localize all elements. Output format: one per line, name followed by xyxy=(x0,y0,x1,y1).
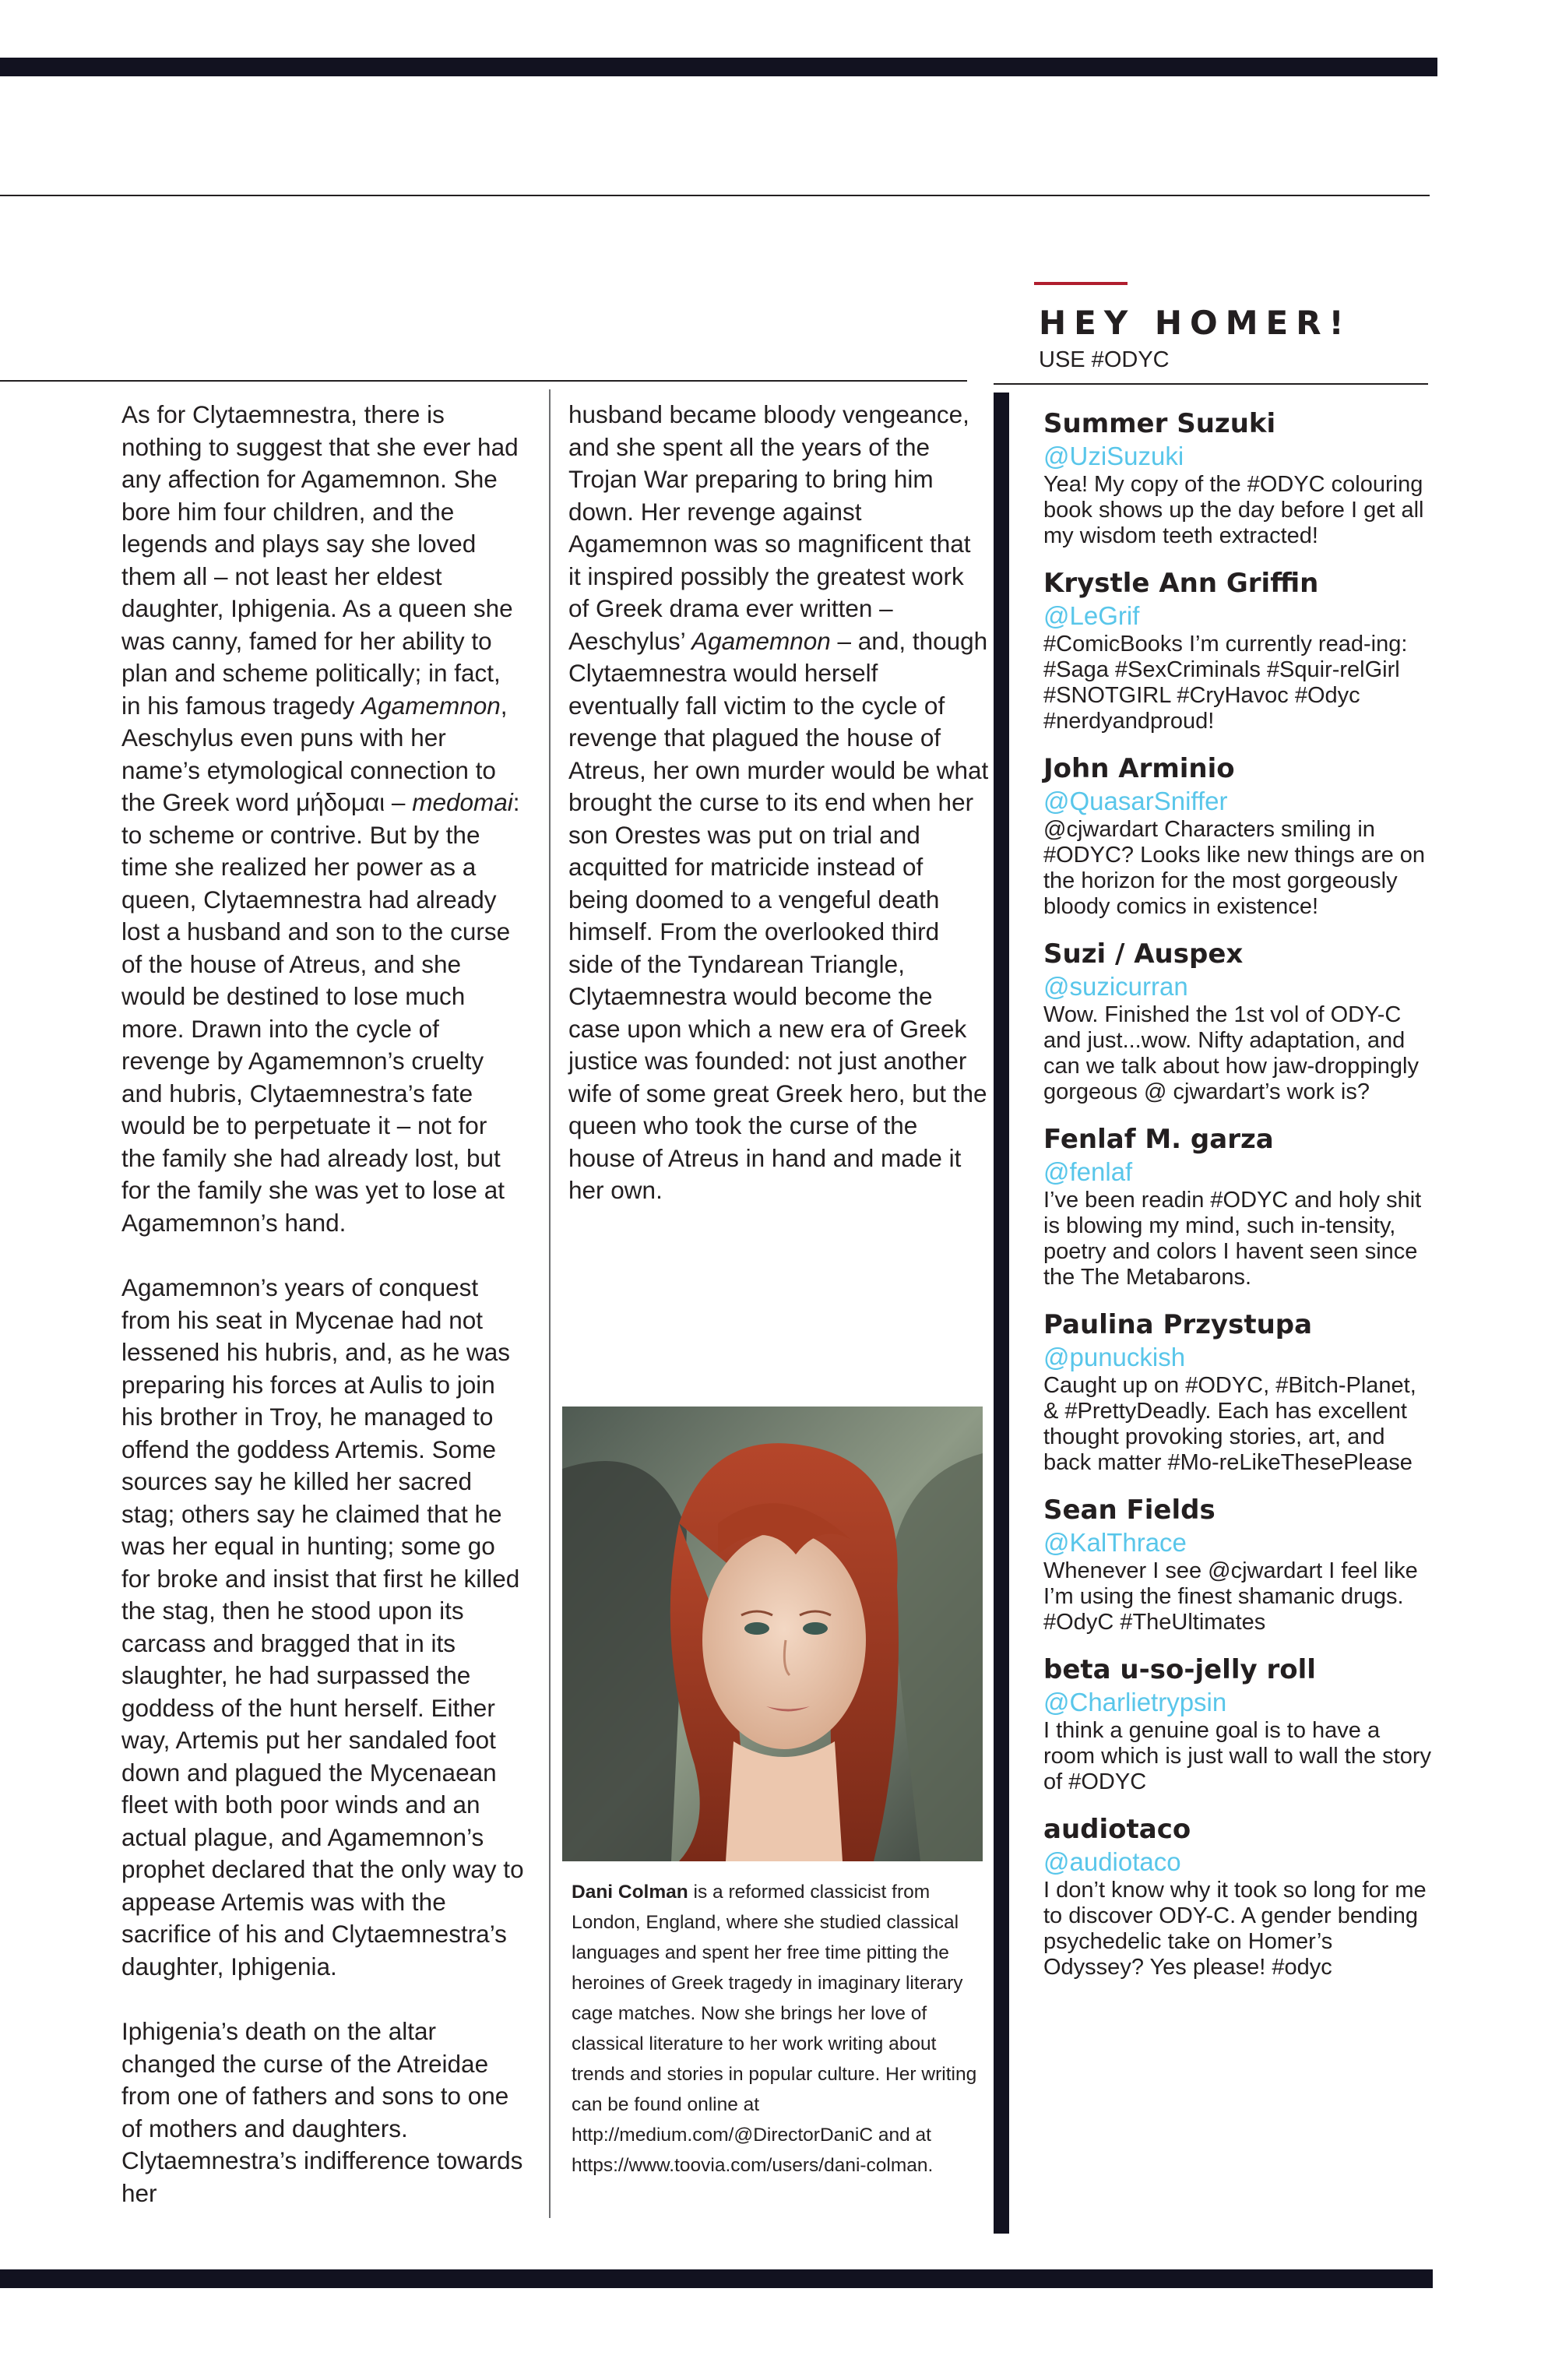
top-border-bar xyxy=(0,58,1437,76)
tweet-item xyxy=(1043,1812,1433,1980)
article-top-rule xyxy=(0,380,967,382)
tweet-item xyxy=(1043,1653,1433,1795)
article-paragraph: As for Clytaemnestra, there is nothing to suggest that she ever had any affection for Agamemnon. She bore him four children, and the legends and plays say she loved them all – not least her eldest daughter, Iphigenia. As a queen she was canny, famed for her ability to plan and scheme politically; in fact, in his famous tragedy Agamemnon, Aeschylus even puns with her name’s etymological connection to the Greek word μήδομαι – medomai: to scheme or contrive. But by the time she realized her power as a queen, Clytaemnestra had already lost a husband and son to the curse of the house of Atreus, and she would be destined to lose much more. Drawn into the cycle of revenge by Agamemnon’s cruelty and hubris, Clytaemnestra’s fate would be to perpetuate it – not for the family she had already lost, but for the family she was yet to lose at Agamemnon’s hand. xyxy=(121,400,520,1237)
author-name: Dani Colman xyxy=(572,1882,688,1903)
header-rule xyxy=(0,195,1430,196)
tweet-author: Summer Suzuki xyxy=(1043,408,1276,439)
tweet-text: Caught up on #ODYC, #Bitch-Planet, & #PrettyDeadly. Each has excellent thought provoking stories, art, and back matter #Mo-reLikeThesePlease xyxy=(1043,1373,1416,1475)
tweet-handle: @audiotaco xyxy=(1043,1847,1181,1876)
tweet-text: Whenever I see @cjwardart I feel like I’m using the finest shamanic drugs. #OdyC #TheUltimates xyxy=(1043,1558,1418,1635)
tweet-text: I’ve been readin #ODYC and holy shit is blowing my mind, such in-tensity, poetry and colors I havent seen since the The Metabarons. xyxy=(1043,1188,1422,1290)
sidebar-vertical-bar xyxy=(994,393,1009,2234)
tweet-list xyxy=(1043,407,1433,1998)
tweet-author: Krystle Ann Griffin xyxy=(1043,568,1319,599)
article-paragraph: Iphigenia’s death on the altar changed the curse of the Atreidae from one of fathers and sons to one of mothers and daughters. Clytaemnestra’s indifference towards her xyxy=(121,2017,523,2207)
tweet-handle: @QuasarSniffer xyxy=(1043,787,1228,815)
article-paragraph: Agamemnon’s years of conquest from his seat in Mycenae had not lessened his hubris, and, as he was preparing his forces at Aulis to join his brother in Troy, he managed to offend the goddess Artemis. Some sources say he killed her sacred stag; others say he claimed that he was her equal in hunting; some go for broke and insist that first he killed the stag, then he stood upon its carcass and bragged that in its slaughter, he had surpassed the goddess of the hunt herself. Either way, Artemis put her sandaled foot down and plagued the Mycenaean fleet with both poor winds and an actual plague, and Agamemnon’s prophet declared that the only way to appease Artemis was with the sacrifice of his and Clytaemnestra’s daughter, Iphigenia. xyxy=(121,1273,524,1980)
sidebar-accent-dash xyxy=(1034,282,1128,285)
tweet-author: John Arminio xyxy=(1043,753,1235,784)
bottom-border-bar xyxy=(0,2269,1433,2288)
tweet-text: I think a genuine goal is to have a room which is just wall to wall the story of #ODYC xyxy=(1043,1718,1431,1794)
tweet-handle: @LeGrif xyxy=(1043,601,1140,630)
tweet-author: Paulina Przystupa xyxy=(1043,1309,1313,1340)
tweet-author: Fenlaf M. garza xyxy=(1043,1124,1274,1155)
tweet-item xyxy=(1043,1493,1433,1635)
sidebar-subtitle: USE #ODYC xyxy=(1039,347,1170,372)
author-portrait-illustration xyxy=(562,1407,983,1861)
sidebar-title: HEY HOMER! xyxy=(1039,304,1352,342)
tweet-text: I don’t know why it took so long for me to discover ODY-C. A gender bending psychedelic take on Homer’s Odyssey? Yes please! #odyc xyxy=(1043,1878,1427,1980)
tweet-item xyxy=(1043,407,1433,549)
tweet-text: @cjwardart Characters smiling in #ODYC? Looks like new things are on the horizon for the most gorgeously bloody comics in existence! xyxy=(1043,817,1426,919)
tweet-item xyxy=(1043,566,1433,734)
tweet-text: Yea! My copy of the #ODYC colouring book shows up the day before I get all my wisdom teeth extracted! xyxy=(1043,472,1424,548)
tweet-item xyxy=(1043,1308,1433,1476)
tweet-handle: @UziSuzuki xyxy=(1043,442,1184,470)
tweet-handle: @suzicurran xyxy=(1043,972,1188,1001)
tweet-item xyxy=(1043,937,1433,1105)
tweet-handle: @KalThrace xyxy=(1043,1528,1187,1557)
article-column-2 xyxy=(568,399,989,1240)
tweet-author: Suzi / Auspex xyxy=(1043,938,1244,970)
sidebar-rule xyxy=(994,383,1428,385)
tweet-handle: @fenlaf xyxy=(1043,1157,1133,1186)
tweet-text: Wow. Finished the 1st vol of ODY-C and just...wow. Nifty adaptation, and can we talk about how jaw-droppingly gorgeous @ cjwardart’s work is? xyxy=(1043,1002,1419,1104)
tweet-handle: @Charlietrypsin xyxy=(1043,1688,1227,1716)
tweet-handle: @punuckish xyxy=(1043,1343,1186,1371)
article-paragraph: husband became bloody vengeance, and she spent all the years of the Trojan War preparing to bring him down. Her revenge against Agamemnon was so magnificent that it inspired possibly the greatest work of Greek drama ever written – Aeschylus’ Agamemnon – and, though Clytaemnestra would herself eventually fall victim to the cycle of revenge that plagued the house of Atreus, her own murder would be what brought the curse to its end when her son Orestes was put on trial and acquitted for matricide instead of being doomed to a vengeful death himself. From the overlooked third side of the Tyndarean Triangle, Clytaemnestra would become the case upon which a new era of Greek justice was founded: not just another wife of some great Greek hero, but the queen who took the curse of the house of Atreus in hand and made it her own. xyxy=(568,400,989,1204)
tweet-author: audiotaco xyxy=(1043,1814,1191,1845)
tweet-author: beta u-so-jelly roll xyxy=(1043,1654,1316,1685)
tweet-author: Sean Fields xyxy=(1043,1495,1216,1526)
tweet-item xyxy=(1043,1122,1433,1290)
tweet-item xyxy=(1043,752,1433,920)
article-column-1 xyxy=(121,399,526,2242)
column-divider xyxy=(549,389,551,2218)
author-bio: Dani Colman is a reformed classicist from London, England, where she studied classical languages and spent her free time pitting the heroines of Greek tragedy in imaginary literary cage matches. Now she brings her love of classical literature to her work writing about trends and stories in popular culture. Her writing can be found online at http://medium.com/@DirectorDaniC and at https://www.toovia.com/users/dani-colman. xyxy=(572,1882,977,2176)
tweet-text: #ComicBooks I’m currently read-ing: #Saga #SexCriminals #Squir-relGirl #SNOTGIRL #CryHavoc #Odyc #nerdyandproud! xyxy=(1043,632,1408,734)
author-photo xyxy=(562,1407,983,1861)
